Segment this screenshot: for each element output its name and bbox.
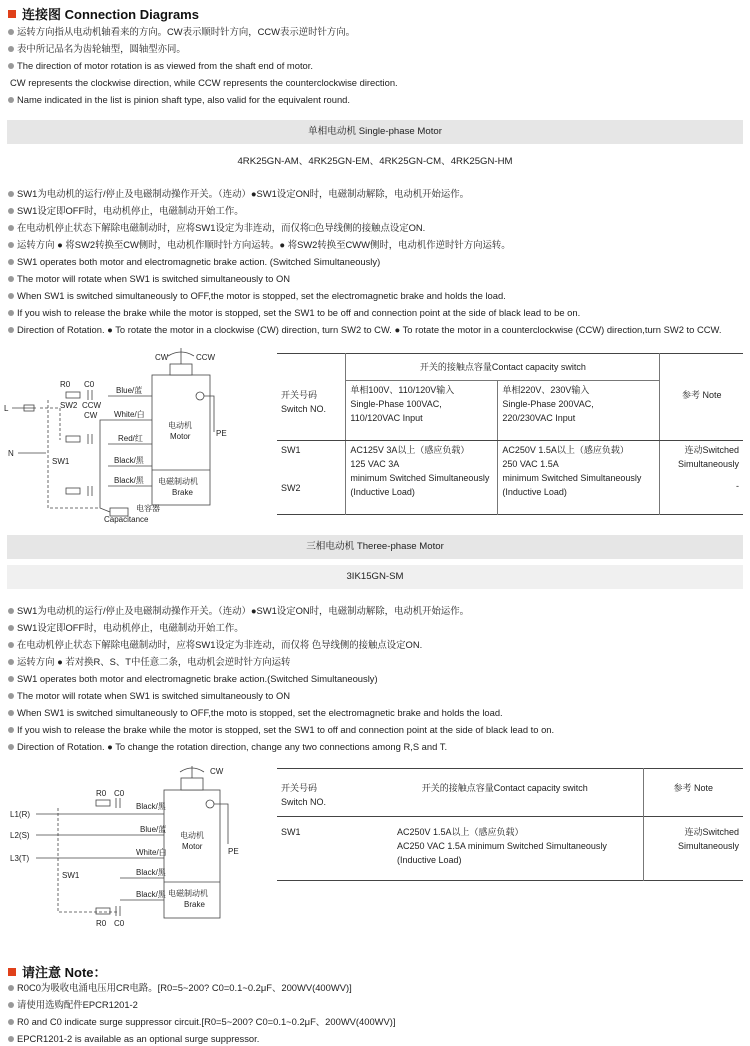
bullet-icon [8, 208, 14, 214]
contact-capacity-header: 开关的接触点容量Contact capacity switch [421, 783, 588, 793]
bullet-icon [8, 608, 14, 614]
sw1-link [58, 808, 118, 912]
note-line: When SW1 is switched simultaneously to OFF,the moto is stopped, set the electromagnetic brake and holds the load. [8, 704, 554, 721]
note-line: 运转方向 ● 将SW2转换至CW侧时，电动机作顺时针方向运转。● 将SW2转换至CWW侧时，电动机作逆时针方向运转。 [8, 236, 721, 253]
note-line: Direction of Rotation. ● To rotate the motor in a clockwise (CW) direction, turn SW2 to CW. ● To rotate the motor in a counterclockwise (CCW) direction,turn SW2 to CCW. [8, 321, 721, 338]
motor-en-label: Motor [170, 432, 191, 441]
input-200v-header: 单相220V、230V输入 Single-Phase 200VAC, 220/230VAC Input [498, 381, 660, 441]
note-cell: 连动Switched Simultaneously [643, 817, 743, 881]
line-n-label: N [8, 449, 14, 458]
bullet-icon [8, 46, 14, 52]
intro-line: CW represents the clockwise direction, while CCW represents the counterclockwise direction. [10, 77, 398, 88]
intro-line: 表中所记品名为齿轮轴型，圆轴型亦同。 [8, 40, 398, 57]
note-line: When SW1 is switched simultaneously to OFF,the motor is stopped, set the electromagnetic brake and holds the load. [8, 287, 721, 304]
bullet-icon [8, 242, 14, 248]
wire-blue-label: Blue/蓝 [116, 386, 143, 395]
motor-cn-label: 电动机 [168, 421, 192, 430]
bullet-icon [8, 985, 14, 991]
motor-cn-label: 电动机 [180, 831, 204, 840]
brake-en-label: Brake [184, 900, 205, 909]
table-row [277, 817, 743, 881]
note-line: 在电动机停止状态下解除电磁制动时，应将SW1设定为非连动，而仅将 色导线侧的接触点设定ON. [8, 636, 554, 653]
three-phase-models: 3IK15GN-SM [7, 565, 743, 589]
line-t-label: L3(T) [10, 854, 30, 863]
note-line: SW1为电动机的运行/停止及电磁制动操作开关。（连动）●SW1设定ON时，电磁制动解除，电动机开始运作。 [8, 185, 721, 202]
attention-title: 请注意 Note： [22, 965, 107, 980]
note-line: Direction of Rotation. ● To change the rotation direction, change any two connections among R,S and T. [8, 738, 554, 755]
bullet-icon [8, 659, 14, 665]
sw2-cell: SW2 [281, 483, 301, 493]
bullet-icon [8, 710, 14, 716]
square-bullet-icon [8, 10, 16, 18]
three-phase-wiring-diagram [0, 760, 275, 935]
single-phase-heading: 单相电动机 Single-phase Motor [7, 120, 743, 144]
single-phase-models: 4RK25GN-AM、4RK25GN-EM、4RK25GN-CM、4RK25GN-HM [237, 156, 513, 167]
attention-line: EPCR1201-2 is available as an optional surge suppressor. [8, 1030, 396, 1046]
switch-no-header: 开关号码 Switch NO. [281, 783, 327, 807]
bullet-icon [8, 63, 14, 69]
motor-en-label: Motor [182, 842, 203, 851]
single-phase-notes [8, 185, 721, 338]
bullet-icon [8, 744, 14, 750]
resistor-r0-icon [66, 436, 80, 442]
contact-capacity-header: 开关的接触点容量Contact capacity switch [346, 354, 660, 381]
line-l-label: L [4, 404, 9, 413]
resistor-r0-icon [66, 392, 80, 398]
pe-label: PE [216, 429, 227, 438]
square-bullet-icon [8, 968, 16, 976]
input-100v-header: 单相100V、110/120V输入 Single-Phase 100VAC, 110/120VAC Input [346, 381, 498, 441]
note-line: The motor will rotate when SW1 is switched simultaneously to ON [8, 687, 554, 704]
r0-label: R0 [96, 789, 107, 798]
c0-label: C0 [84, 380, 95, 389]
note-line: 运转方向 ● 若对换R、S、T中任意二条，电动机会逆时针方向运转 [8, 653, 554, 670]
attention-notes [8, 979, 396, 1046]
bullet-icon [8, 310, 14, 316]
sw2-ccw-label: CCW [82, 401, 102, 410]
page-title: 连接图 Connection Diagrams [22, 7, 199, 22]
wire-black-label: Black/黑 [136, 802, 166, 811]
bullet-icon [8, 625, 14, 631]
note-line: SW1为电动机的运行/停止及电磁制动操作开关。（连动）●SW1设定ON时，电磁制动解除，电动机开始运作。 [8, 602, 554, 619]
capacitor-cn-label: 电容器 [136, 504, 160, 513]
note-line: 在电动机停止状态下解除电磁制动时，应将SW1设定为非连动，而仅将□色导线侧的接触点设定ON. [8, 219, 721, 236]
resistor-r0-icon [96, 800, 110, 806]
note-switched-cell: 连动Switched Simultaneously [677, 445, 739, 469]
intro-line: The direction of motor rotation is as viewed from the shaft end of motor. [8, 57, 398, 74]
three-phase-heading: 三相电动机 Theree-phase Motor [7, 535, 743, 559]
capacity-200v-cell: AC250V 1.5A以上（感应负载） 250 VAC 1.5A minimum Switched Simultaneously (Inductive Load) [498, 441, 660, 515]
intro-line: 运转方向指从电动机轴看来的方向。CW表示顺时针方向，CCW表示逆时针方向。 [8, 23, 398, 40]
bullet-icon [8, 1019, 14, 1025]
bullet-icon [8, 259, 14, 265]
line-s-label: L2(S) [10, 831, 30, 840]
three-phase-contact-table [277, 768, 743, 881]
section-header [8, 4, 199, 23]
note-cell [660, 441, 743, 515]
wire-red-label: Red/红 [118, 434, 143, 443]
note-line: If you wish to release the brake while the motor is stopped, set the SW1 to off and connection point at the side of black lead to on. [8, 721, 554, 738]
motor-flange [170, 364, 192, 375]
wire-white-label: White/白 [114, 410, 145, 419]
table-header-row [277, 354, 743, 381]
note-line: If you wish to release the brake while the motor is stopped, set the SW1 to be off and connection point at the side of black lead to be on. [8, 304, 721, 321]
bullet-icon [8, 642, 14, 648]
switch-no-cell [277, 441, 346, 515]
motor-body [164, 790, 220, 918]
bullet-icon [8, 29, 14, 35]
r0-label: R0 [60, 380, 71, 389]
line-r-label: L1(R) [10, 810, 31, 819]
sw1-cell: SW1 [281, 445, 301, 455]
note-dash-cell: - [736, 481, 739, 491]
resistor-r0-icon [96, 908, 110, 914]
attention-line: R0C0为吸收电涌电压用CR电路。[R0=5~200? C0=0.1~0.2μF、200WV(400WV)] [8, 979, 396, 996]
table-row [277, 441, 743, 515]
wire-white-label: White/白 [136, 848, 167, 857]
sw2-link [40, 408, 60, 440]
brake-cn-label: 电磁制动机 [168, 889, 208, 898]
capacitor-en-label: Capacitance [104, 515, 149, 524]
attention-line: 请使用选购配件EPCR1201-2 [8, 996, 396, 1013]
bullet-icon [8, 693, 14, 699]
bullet-icon [8, 293, 14, 299]
three-phase-notes [8, 602, 554, 755]
sw1-cell: SW1 [281, 827, 301, 837]
single-phase-contact-table [277, 353, 743, 515]
capacity-100v-cell: AC125V 3A以上（感应负载） 125 VAC 3A minimum Switched Simultaneously (Inductive Load) [346, 441, 498, 515]
capacity-cell: AC250V 1.5A以上（感应负载） AC250 VAC 1.5A minimum Switched Simultaneously (Inductive Load) [397, 827, 607, 865]
wire-black-label: Black/黑 [114, 476, 144, 485]
ccw-label: CCW [196, 353, 216, 362]
bullet-icon [8, 276, 14, 282]
note-line: SW1设定即OFF时，电动机停止，电磁制动开始工作。 [8, 619, 554, 636]
single-phase-wiring-diagram [0, 340, 275, 530]
brake-en-label: Brake [172, 488, 193, 497]
wire-black-label: Black/黑 [136, 890, 166, 899]
bullet-icon [8, 97, 14, 103]
note-header: 参考 Note [643, 769, 743, 817]
bullet-icon [8, 191, 14, 197]
note-header: 参考 Note [660, 354, 743, 441]
note-line: SW1 operates both motor and electromagnetic brake action. (Switched Simultaneously) [8, 253, 721, 270]
bullet-icon [8, 727, 14, 733]
note-line: The motor will rotate when SW1 is switched simultaneously to ON [8, 270, 721, 287]
switch-no-header: 开关号码 Switch NO. [277, 354, 346, 441]
note-line: SW1设定即OFF时，电动机停止，电磁制动开始工作。 [8, 202, 721, 219]
wire-black-label: Black/黑 [136, 868, 166, 877]
wire-blue-label: Blue/蓝 [140, 825, 167, 834]
sw1-label: SW1 [62, 871, 80, 880]
intro-notes [8, 23, 398, 108]
wire-black-label: Black/黑 [114, 456, 144, 465]
sw2-cw-label: CW [84, 411, 98, 420]
resistor-r0-icon [66, 488, 80, 494]
table-header-row [277, 769, 743, 817]
intro-line: Name indicated in the list is pinion shaft type, also valid for the equivalent round. [8, 91, 398, 108]
c0-label: C0 [114, 789, 125, 798]
note-line: SW1 operates both motor and electromagnetic brake action.(Switched Simultaneously) [8, 670, 554, 687]
bullet-icon [8, 327, 14, 333]
sw2-label: SW2 [60, 401, 78, 410]
r0-label: R0 [96, 919, 107, 928]
bullet-icon [8, 225, 14, 231]
motor-flange [181, 778, 203, 790]
bullet-icon [8, 1002, 14, 1008]
sw1-label: SW1 [52, 457, 70, 466]
bullet-icon [8, 676, 14, 682]
cw-label: CW [155, 353, 169, 362]
c0-label: C0 [114, 919, 125, 928]
attention-line: R0 and C0 indicate surge suppressor circuit.[R0=5~200? C0=0.1~0.2μF、200WV(400WV)] [8, 1013, 396, 1030]
brake-cn-label: 电磁制动机 [158, 477, 198, 486]
bullet-icon [8, 1036, 14, 1042]
cw-label: CW [210, 767, 224, 776]
pe-label: PE [228, 847, 239, 856]
